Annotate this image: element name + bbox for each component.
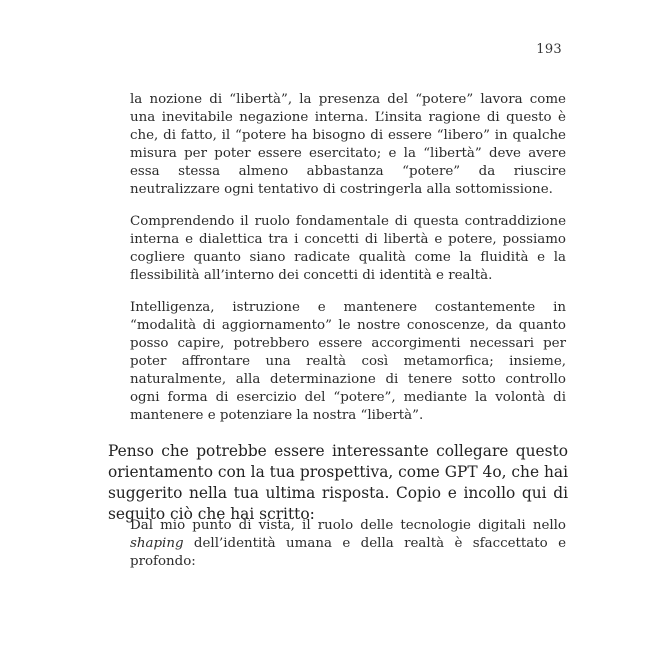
quoted-paragraph-freedom-power: la nozione di “libertà”, la presenza del “potere” lavora come una inevitabile negazione interna. L’insita ragione di questo è che, di fatto, il “potere ha bisogno di essere “libero” in qualche misura per poter essere esercitato; e la “libertà” deve avere essa stessa almeno abbastanza “potere” da riuscire neutralizzare ogni tentativo di costringerla alla sottomissione. (130, 92, 566, 197)
body-paragraph: Penso che potrebbe essere interessante collegare questo orientamento con la tua prospettiva, come GPT 4o, che hai suggerito nella tua ultima risposta. Copio e incollo qui di seguito ciò che hai scritto: (108, 442, 568, 523)
quote-text-end: dell’identità umana e della realtà è sfaccettato e profondo: (130, 536, 566, 569)
quote-text-start: Dal mio punto di vista, il ruolo delle tecnologie digitali nello (130, 518, 566, 533)
quoted-paragraph-intelligence: Intelligenza, istruzione e mantenere costantemente in “modalità di aggiornamento” le nostre conoscenze, da quanto posso capire, potrebbero essere accorgimenti necessari per poter affrontare una realtà così metamorfica; insieme, naturalmente, alla determinazione di tenere sotto controllo ogni forma di esercizio del “potere”, mediante la volontà di mantenere e potenziare la nostra “libertà”. (130, 300, 566, 423)
page-number: 193 (536, 42, 562, 57)
quoted-paragraph-digital-technologies (130, 517, 566, 571)
quote-emphasis: shaping (130, 536, 184, 551)
quoted-paragraph-contradiction: Comprendendo il ruolo fondamentale di questa contraddizione interna e dialettica tra i concetti di libertà e potere, possiamo cogliere quanto siano radicate qualità come la fluidità e la flessibilità all’interno dei concetti di identità e realtà. (130, 214, 566, 283)
